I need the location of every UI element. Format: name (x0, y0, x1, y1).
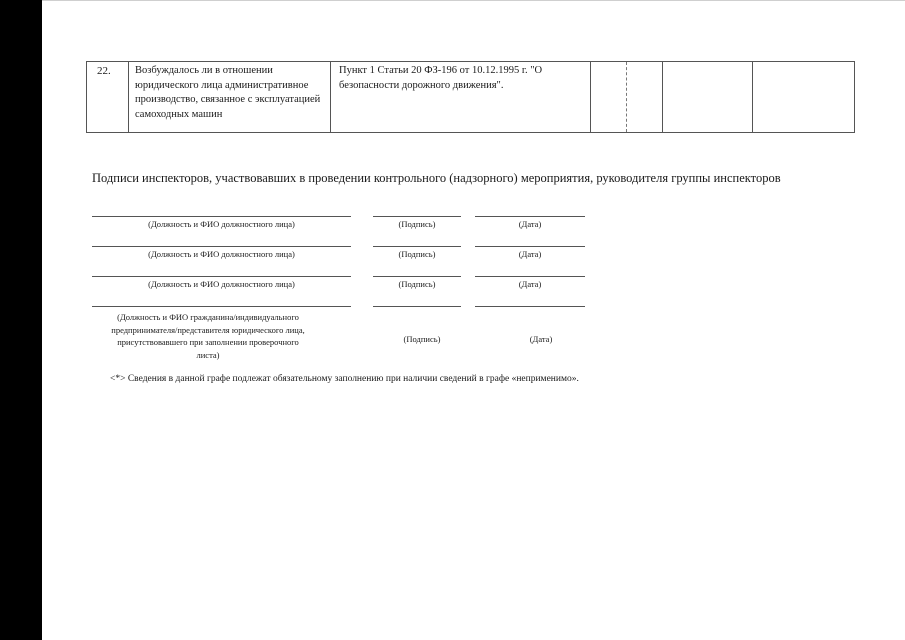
position-caption: (Должность и ФИО должностного лица) (148, 219, 295, 229)
signature-line (373, 246, 461, 247)
date-caption: (Дата) (518, 279, 542, 289)
question-cell (129, 62, 331, 132)
position-line (92, 216, 351, 217)
representative-date-line (475, 306, 585, 307)
date-line (475, 216, 585, 217)
signature-caption: (Подпись) (398, 219, 436, 229)
row-number: 22. (97, 65, 111, 77)
representative-signature-line (373, 306, 461, 307)
signatures-heading: Подписи инспекторов, участвовавших в проведении контрольного (надзорного) мероприятия, руководителя группы инспекторов (92, 171, 781, 185)
representative-caption: (Должность и ФИО гражданина/индивидуального предпринимателя/представителя юридического лица, присутствовавшего при заполнении проверочного листа) (111, 312, 305, 360)
representative-signature-caption: (Подпись) (403, 334, 441, 344)
comment-cell (753, 62, 854, 132)
representative-line (92, 306, 351, 307)
scan-edge-bar (0, 0, 42, 640)
top-border-line (42, 0, 905, 1)
date-line (475, 246, 585, 247)
position-caption: (Должность и ФИО должностного лица) (148, 279, 295, 289)
date-line (475, 276, 585, 277)
question-text: Возбуждалось ли в отношении юридического лица административное производство, связанное с эксплуатацией самоходных машин (135, 65, 321, 120)
reference-text: Пункт 1 Статьи 20 ФЗ-196 от 10.12.1995 г. "О безопасности дорожного движения". (339, 65, 543, 91)
date-caption: (Дата) (518, 219, 542, 229)
footnote: <*> Сведения в данной графе подлежат обязательному заполнению при наличии сведений в графе «неприменимо». (110, 374, 579, 384)
not-applicable-cell (663, 62, 753, 132)
representative-date-caption: (Дата) (529, 334, 553, 344)
position-line (92, 246, 351, 247)
reference-cell (331, 62, 591, 132)
answer-yes-cell (591, 62, 627, 132)
signature-caption: (Подпись) (398, 279, 436, 289)
answer-no-cell (627, 62, 663, 132)
signature-line (373, 276, 461, 277)
row-number-cell (87, 62, 129, 132)
position-line (92, 276, 351, 277)
date-caption: (Дата) (518, 249, 542, 259)
signature-line (373, 216, 461, 217)
checklist-table-row (86, 61, 855, 133)
signature-caption: (Подпись) (398, 249, 436, 259)
position-caption: (Должность и ФИО должностного лица) (148, 249, 295, 259)
